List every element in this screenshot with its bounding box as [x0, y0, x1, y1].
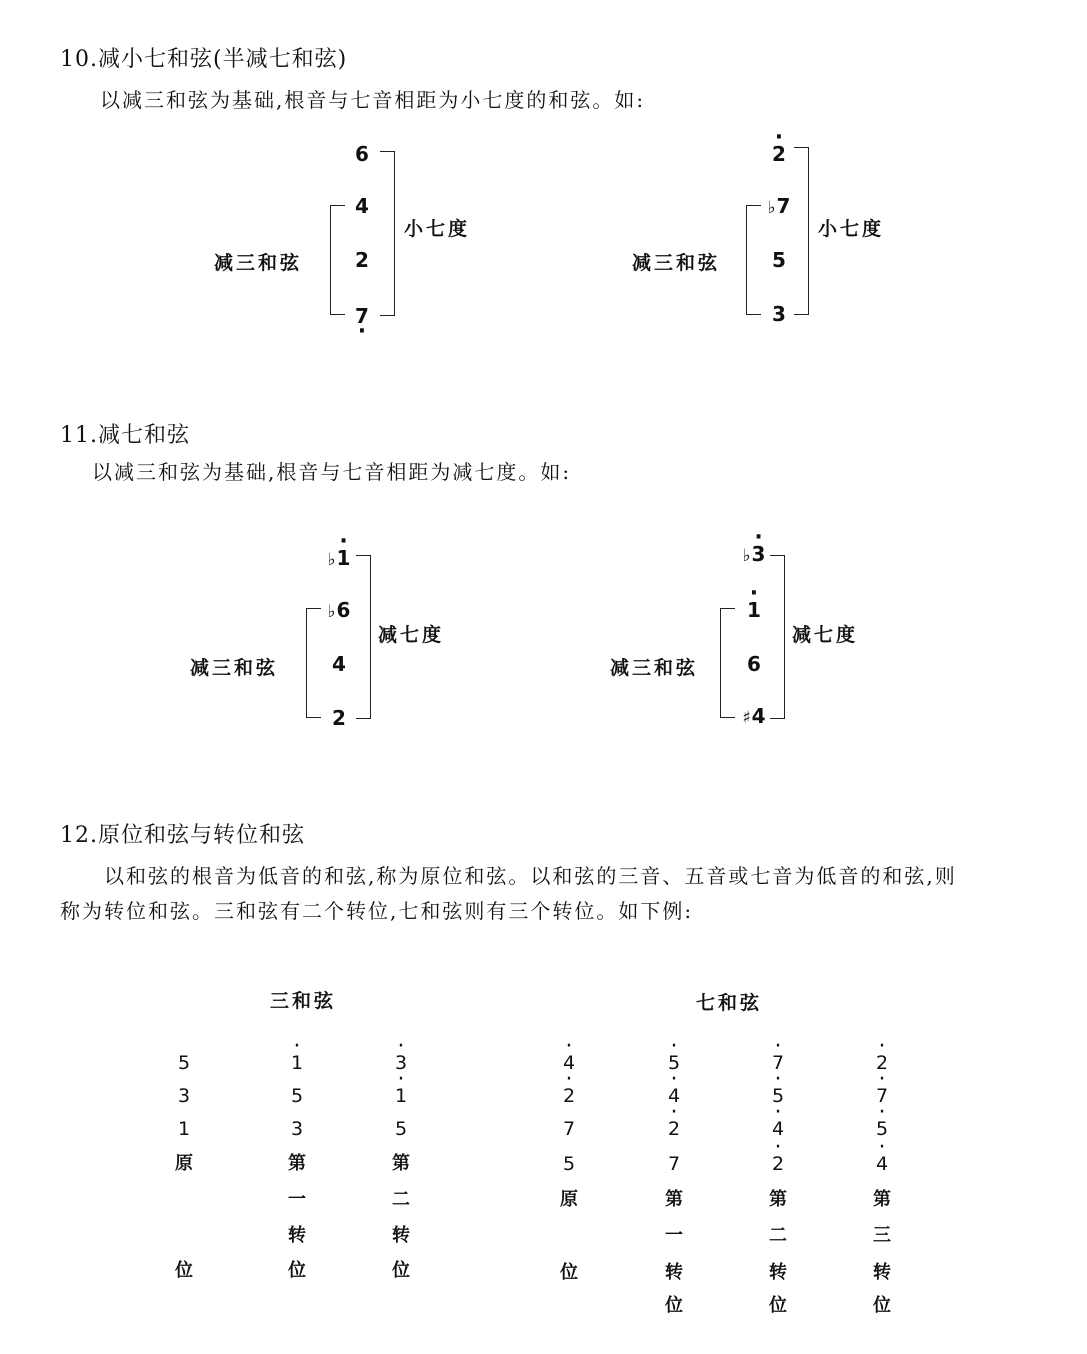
chord-note: · 5	[758, 1085, 798, 1107]
section-12-description-line2: 称为转位和弦。三和弦有二个转位,七和弦则有三个转位。如下例:	[60, 899, 694, 923]
chord-note: · 4	[758, 1118, 798, 1140]
chord-note: 6	[355, 142, 369, 166]
outer-label: 小七度	[404, 218, 471, 240]
triads-title: 三和弦	[270, 990, 337, 1012]
chord-note: 6	[747, 652, 761, 676]
chord-note: 3	[772, 302, 786, 326]
position-label-char: 转	[873, 1262, 891, 1283]
chord-note: · 2	[549, 1085, 589, 1107]
chord-note: 7	[562, 1118, 576, 1140]
outer-label: 减七度	[792, 624, 859, 646]
chord-note: 5	[394, 1118, 408, 1140]
chord-note: · 3	[381, 1052, 421, 1074]
chord-note: · 2	[762, 142, 796, 166]
chord-note: ♯4	[742, 704, 766, 728]
chord-note: · 1	[737, 598, 771, 622]
position-label-char: 一	[288, 1189, 306, 1210]
chord-note: 2	[332, 706, 346, 730]
flat-accidental: ♭	[327, 602, 336, 622]
position-label-char: 转	[392, 1225, 410, 1246]
inner-label: 减三和弦	[632, 252, 721, 274]
position-label-char: 位	[288, 1260, 306, 1281]
chord-note: · 5	[862, 1118, 902, 1140]
inner-bracket	[306, 608, 321, 718]
chord-note: 5	[772, 248, 786, 272]
section-10-heading: 10.减小七和弦(半减七和弦)	[60, 47, 348, 72]
position-label-char: 位	[560, 1262, 578, 1283]
outer-bracket	[770, 555, 785, 719]
chord-note: · 1	[381, 1085, 421, 1107]
position-label-char: 第	[392, 1153, 410, 1174]
section-10-description: 以减三和弦为基础,根音与七音相距为小七度的和弦。如:	[100, 88, 646, 112]
position-label-char: 一	[665, 1225, 683, 1246]
section-11-heading: 11.减七和弦	[60, 423, 190, 448]
position-label-char: 位	[665, 1295, 683, 1316]
chord-note: 7	[667, 1153, 681, 1175]
inner-bracket	[330, 205, 345, 315]
chord-note: · 4	[862, 1153, 902, 1175]
chord-note: 5	[177, 1052, 191, 1074]
position-label-char: 位	[392, 1260, 410, 1281]
chord-note: 3	[177, 1085, 191, 1107]
chord-note: 3	[290, 1118, 304, 1140]
section-11-description: 以减三和弦为基础,根音与七音相距为减七度。如:	[92, 460, 572, 484]
inner-label: 减三和弦	[610, 657, 699, 679]
section-12-heading: 12.原位和弦与转位和弦	[60, 823, 305, 848]
chord-note: · 5	[654, 1052, 694, 1074]
chord-note: 4	[332, 652, 346, 676]
position-label-char: 二	[392, 1189, 410, 1210]
outer-bracket	[356, 555, 371, 719]
position-label-char: 原	[175, 1153, 193, 1174]
position-label-char: 转	[288, 1225, 306, 1246]
position-label-char: 位	[175, 1260, 193, 1281]
section-12-description-line1: 以和弦的根音为低音的和弦,称为原位和弦。以和弦的三音、五音或七音为低音的和弦,则	[104, 864, 957, 888]
position-label-char: 转	[769, 1262, 787, 1283]
position-label-char: 第	[769, 1189, 787, 1210]
position-label-char: 三	[873, 1225, 891, 1246]
chord-note: · 7	[758, 1052, 798, 1074]
position-label-char: 原	[560, 1189, 578, 1210]
sevenths-title: 七和弦	[696, 992, 763, 1014]
inner-bracket	[720, 608, 735, 718]
chord-note: · 7	[862, 1085, 902, 1107]
chord-note: 4	[355, 194, 369, 218]
outer-bracket	[380, 151, 395, 316]
position-label-char: 二	[769, 1225, 787, 1246]
chord-note: 5	[290, 1085, 304, 1107]
chord-note: 5	[562, 1153, 576, 1175]
chord-note: · 4	[549, 1052, 589, 1074]
chord-note: 1	[177, 1118, 191, 1140]
chord-note: 2	[355, 248, 369, 272]
position-label-char: 转	[665, 1262, 683, 1283]
outer-label: 减七度	[378, 624, 445, 646]
position-label-char: 第	[288, 1153, 306, 1174]
chord-note: ♭· 1	[322, 546, 356, 570]
chord-note: · 4	[654, 1085, 694, 1107]
chord-note: 7 ·	[345, 304, 379, 328]
chord-note: · 1	[277, 1052, 317, 1074]
flat-accidental: ♭	[742, 546, 751, 566]
sharp-accidental: ♯	[742, 708, 751, 728]
flat-accidental: ♭	[767, 198, 776, 218]
flat-accidental: ♭	[327, 550, 336, 570]
position-label-char: 位	[769, 1295, 787, 1316]
chord-note: ♭7	[767, 194, 791, 218]
chord-note: · 2	[758, 1153, 798, 1175]
position-label-char: 第	[665, 1189, 683, 1210]
outer-label: 小七度	[818, 218, 885, 240]
outer-bracket	[794, 147, 809, 315]
chord-note: · 2	[654, 1118, 694, 1140]
chord-note: ♭· 3	[737, 542, 771, 566]
chord-note: · 2	[862, 1052, 902, 1074]
inner-label: 减三和弦	[190, 657, 279, 679]
inner-label: 减三和弦	[214, 252, 303, 274]
position-label-char: 位	[873, 1295, 891, 1316]
position-label-char: 第	[873, 1189, 891, 1210]
chord-note: ♭6	[327, 598, 351, 622]
inner-bracket	[746, 205, 761, 315]
